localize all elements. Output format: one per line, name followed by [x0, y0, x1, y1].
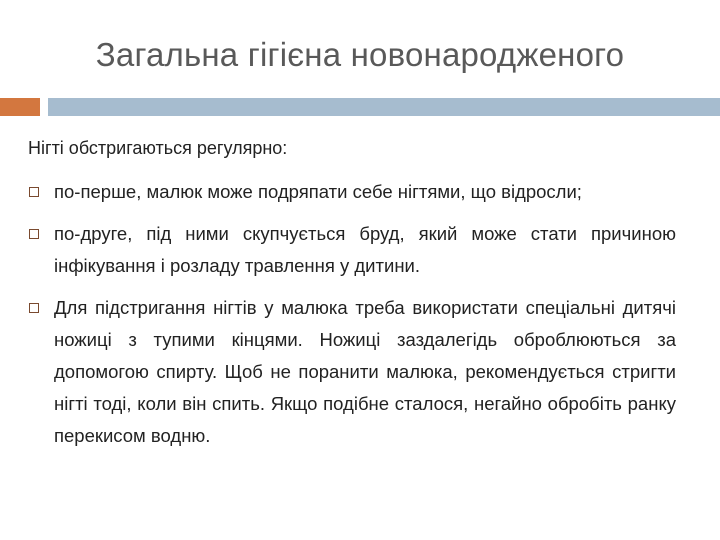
bullet-item: [28, 218, 676, 282]
bullet-list: [28, 176, 676, 462]
slide-title: Загальна гігієна новонародженого: [95, 36, 625, 73]
hollow-square-bullet-icon: [29, 303, 39, 313]
title-accent-bar: [0, 98, 40, 116]
bullet-item: [28, 176, 676, 208]
bullet-text: по-друге, під ними скупчується бруд, який може стати причиною інфікування і розладу травлення у дитини.: [54, 223, 676, 276]
hollow-square-bullet-icon: [29, 187, 39, 197]
intro-text: Нігті обстригаються регулярно:: [28, 138, 288, 158]
title-rule-bar: [48, 98, 720, 116]
hollow-square-bullet-icon: [29, 229, 39, 239]
bullet-item: [28, 292, 676, 452]
bullet-text: по-перше, малюк може подряпати себе нігтями, що відросли;: [54, 181, 582, 202]
bullet-text: Для підстригання нігтів у малюка треба використати спеціальні дитячі ножиці з тупими кінцями. Ножиці заздалегідь оброблюються за допомогою спирту. Щоб не поранити малюка, рекомендується стригти нігті тоді, коли він спить. Якщо подібне сталося, негайно обробіть ранку перекисом водню.: [54, 297, 676, 446]
